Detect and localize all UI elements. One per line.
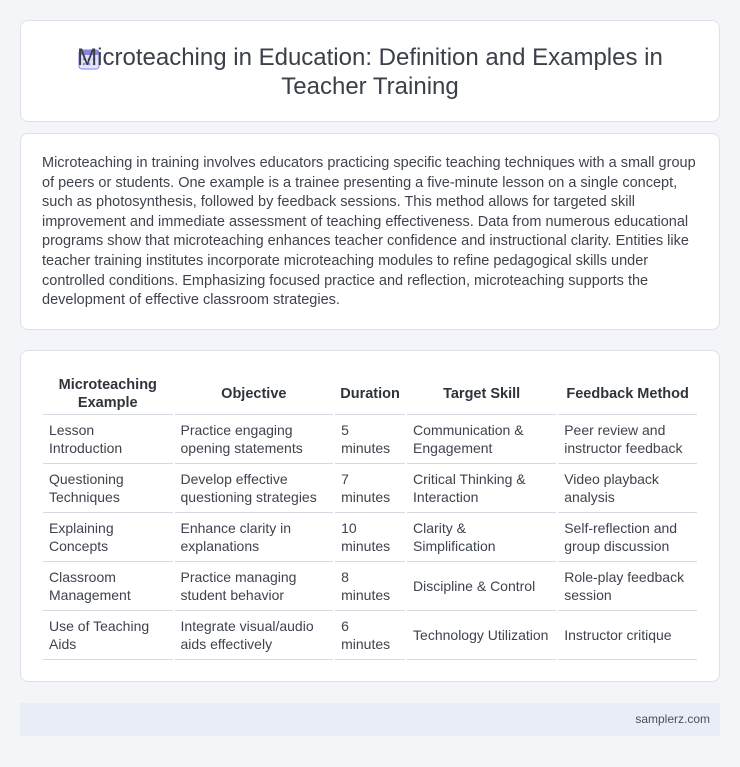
page-title-line2: Teacher Training [281, 73, 459, 100]
cell-objective: Practice engaging opening statements [175, 415, 334, 464]
cell-duration: 6 minutes [335, 611, 405, 660]
header-feedback-method: Feedback Method [558, 373, 697, 415]
cell-example: Explaining Concepts [43, 513, 173, 562]
cell-feedback-method: Video playback analysis [558, 464, 697, 513]
cell-example: Use of Teaching Aids [43, 611, 173, 660]
header-example: Microteaching Example [43, 373, 173, 415]
cell-target-skill: Clarity & Simplification [407, 513, 556, 562]
cell-target-skill: Critical Thinking & Interaction [407, 464, 556, 513]
cell-example: Lesson Introduction [43, 415, 173, 464]
examples-table [41, 373, 699, 660]
cell-objective: Practice managing student behavior [175, 562, 334, 611]
header-target-skill: Target Skill [407, 373, 556, 415]
title-card [20, 20, 720, 122]
table-header-row [43, 373, 697, 415]
table-row [43, 415, 697, 464]
page-title-line1: Microteaching in Education: Definition and Examples in [77, 44, 663, 71]
table-row [43, 464, 697, 513]
cell-duration: 5 minutes [335, 415, 405, 464]
cell-objective: Integrate visual/audio aids effectively [175, 611, 334, 660]
cell-target-skill: Discipline & Control [407, 562, 556, 611]
intro-card [20, 133, 720, 330]
cell-duration: 10 minutes [335, 513, 405, 562]
cell-feedback-method: Peer review and instructor feedback [558, 415, 697, 464]
intro-paragraph: Microteaching in training involves educators practicing specific teaching techniques with a small group of peers or students. One example is a trainee presenting a five-minute lesson on a single concept, such as photosynthesis, followed by feedback sessions. This method allows for targeted skill improvement and immediate assessment of teaching effectiveness. Data from numerous educational programs show that microteaching enhances teacher confidence and instructional clarity. Entities like teacher training institutes incorporate microteaching modules to refine pedagogical skills under controlled conditions. Emphasizing focused practice and reflection, microteaching supports the development of effective classroom strategies. [42, 155, 696, 309]
cell-objective: Enhance clarity in explanations [175, 513, 334, 562]
cell-feedback-method: Role-play feedback session [558, 562, 697, 611]
table-row [43, 513, 697, 562]
page-title [21, 43, 719, 101]
cell-example: Classroom Management [43, 562, 173, 611]
footer-site-link[interactable]: samplerz.com [635, 712, 710, 726]
cell-duration: 8 minutes [335, 562, 405, 611]
cell-example: Questioning Techniques [43, 464, 173, 513]
cell-target-skill: Technology Utilization [407, 611, 556, 660]
table-row [43, 562, 697, 611]
table-row [43, 611, 697, 660]
cell-duration: 7 minutes [335, 464, 405, 513]
cell-feedback-method: Self-reflection and group discussion [558, 513, 697, 562]
cell-feedback-method: Instructor critique [558, 611, 697, 660]
cell-objective: Develop effective questioning strategies [175, 464, 334, 513]
table-card [20, 350, 720, 682]
header-duration: Duration [335, 373, 405, 415]
footer-bar [20, 703, 720, 736]
header-objective: Objective [175, 373, 334, 415]
cell-target-skill: Communication & Engagement [407, 415, 556, 464]
